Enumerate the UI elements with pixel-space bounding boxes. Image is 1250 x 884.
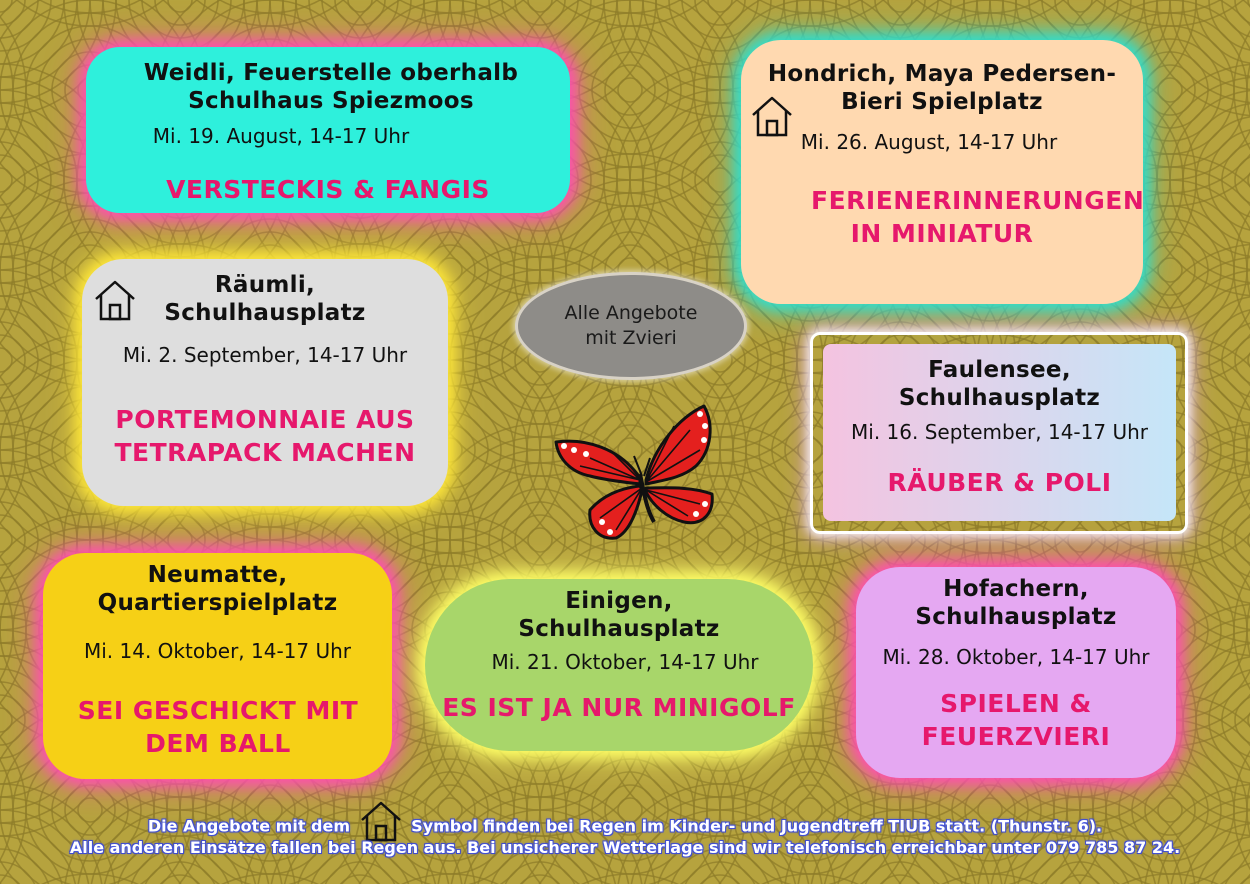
zvieri-note xyxy=(515,272,747,380)
event-activity: PORTEMONNAIE AUS TETRAPACK MACHEN xyxy=(114,405,416,467)
footer-text-after-icon: Symbol finden bei Regen im Kinder- und Jugendtreff TIUB statt. (Thunstr. 6). xyxy=(411,816,1103,836)
event-place: Hofachern, Schulhausplatz xyxy=(915,576,1117,630)
event-activity: VERSTECKIS & FANGIS xyxy=(166,175,490,204)
event-date: Mi. 26. August, 14-17 Uhr xyxy=(800,130,1058,154)
event-date: Mi. 21. Oktober, 14-17 Uhr xyxy=(491,650,759,674)
event-card-neumatte xyxy=(43,553,392,779)
event-activity: RÄUBER & POLI xyxy=(887,468,1112,497)
event-card-hofachern xyxy=(856,567,1176,778)
event-card-hondrich xyxy=(741,40,1143,304)
house-icon xyxy=(356,798,406,840)
event-activity: FERIENERINNERUNGEN IN MINIATUR xyxy=(811,186,1145,248)
event-place: Neumatte, Quartierspielplatz xyxy=(97,562,338,616)
event-activity: ES IST JA NUR MINIGOLF xyxy=(442,693,796,722)
event-date: Mi. 28. Oktober, 14-17 Uhr xyxy=(882,645,1150,669)
event-place: Hondrich, Maya Pedersen-Bieri Spielplatz xyxy=(767,61,1117,115)
footer-line-2: Alle anderen Einsätze fallen bei Regen aus. Bei unsicherer Wetterlage sind wir telefonisch erreichbar unter 079 785 87 24. xyxy=(69,838,1181,857)
event-date: Mi. 2. September, 14-17 Uhr xyxy=(122,343,408,367)
footer-text-before-icon: Die Angebote mit dem xyxy=(147,816,351,836)
event-card-faulensee xyxy=(823,344,1176,521)
event-activity: SPIELEN & FEUERZVIERI xyxy=(921,689,1111,751)
house-icon xyxy=(92,277,138,327)
event-date: Mi. 19. August, 14-17 Uhr xyxy=(152,124,410,148)
zvieri-note-text: Alle Angebote mit Zvieri xyxy=(564,302,698,349)
event-place: Einigen, Schulhausplatz xyxy=(518,588,720,642)
event-date: Mi. 16. September, 14-17 Uhr xyxy=(851,420,1148,444)
event-card-raeumli xyxy=(82,259,448,506)
event-card-weidli xyxy=(86,47,570,213)
event-place: Faulensee, Schulhausplatz xyxy=(898,357,1101,411)
event-activity: SEI GESCHICKT MIT DEM BALL xyxy=(77,696,359,758)
event-card-einigen xyxy=(425,579,813,751)
event-date: Mi. 14. Oktober, 14-17 Uhr xyxy=(83,639,352,663)
event-place: Räumli, Schulhausplatz xyxy=(164,272,366,326)
event-place: Weidli, Feuerstelle oberhalb Schulhaus Spiezmoos xyxy=(143,60,519,114)
butterfly-icon xyxy=(550,400,720,545)
